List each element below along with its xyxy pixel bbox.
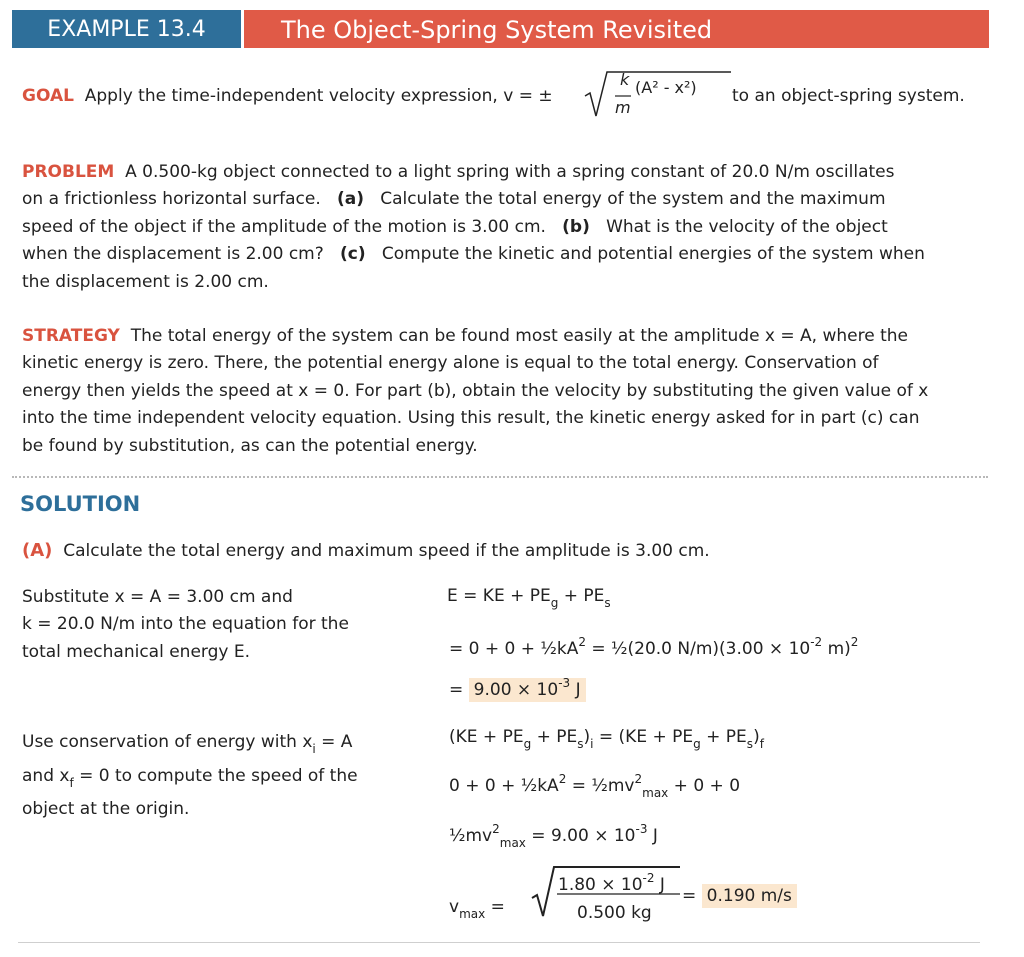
eq-energy-result: = $9.00 \times 10^{-3}$ J xyxy=(449,680,586,700)
part-a-label: (A) xyxy=(22,540,53,561)
strategy-line-3: energy then yields the speed at x = 0. For part (b), obtain the velocity by substituting the given value of x xyxy=(22,380,929,401)
strategy-line-4: into the time independent velocity equation. Using this result, the kinetic energy asked for in part (c) can xyxy=(22,408,920,429)
bottom-divider xyxy=(18,942,980,943)
problem-line-3: speed of the object if the amplitude of the motion is 3.00 cm. (b) What is the velocity of the object xyxy=(22,216,888,237)
section-divider xyxy=(12,476,988,478)
goal-line xyxy=(22,86,553,106)
goal-label: GOAL xyxy=(22,86,74,106)
strategy-line-1: STRATEGY The total energy of the system can be found most easily at the amplitude x = A, where the xyxy=(22,326,908,346)
goal-numerator: k xyxy=(620,70,630,89)
vmax-fraction-numerator: $1.80 \times 10^{-2}$ J xyxy=(558,871,665,895)
energy-result-highlight: $9.00 \times 10^{-3}$ J xyxy=(469,678,586,702)
strategy-block xyxy=(22,323,928,460)
problem-line-5: the displacement is 2.00 cm. xyxy=(22,271,269,292)
goal-text-after: to an object-spring system. xyxy=(732,86,965,106)
eq-vmax-label: $v_{max}$ = xyxy=(449,897,505,921)
eq-energy-conservation: $(KE + PE_g + PE_s)_i = (KE + PE_g + PE_s)_f$ xyxy=(449,727,764,751)
eq-total-energy: E = KE + $PE_g + PE_s$ xyxy=(447,586,611,610)
vmax-fraction-denominator: 0.500 kg xyxy=(577,903,652,923)
eq-conservation-substituted: $0 + 0 + \frac{1}{2}kA^2$ = $\frac{1}{2}mv^2_{max} + 0 + 0$ xyxy=(449,772,741,800)
goal-formula-tail: (A² - x²) xyxy=(635,78,697,97)
part-b-marker: (b) xyxy=(562,216,590,237)
problem-line-4: when the displacement is 2.00 cm? (c) Compute the kinetic and potential energies of the system when xyxy=(22,244,925,265)
part-a-heading: (A) Calculate the total energy and maximum speed if the amplitude is 3.00 cm. xyxy=(22,540,710,561)
strategy-label: STRATEGY xyxy=(22,326,120,346)
solution-heading: SOLUTION xyxy=(20,492,141,516)
eq-energy-substitution: = $0 + 0 + \frac{1}{2}kA^2$ = ½(20.0 $N/m)(3.00 \times 10^{-2}$ m)$^2$ xyxy=(449,635,859,659)
part-a-marker: (a) xyxy=(336,189,364,210)
step2-description: Use conservation of energy with $x_i = A$ and $x_f = 0$ to compute the speed of the object at the origin. xyxy=(22,732,358,819)
step1-description: Substitute x = A = 3.00 cm and k = 20.0 N/m into the equation for the total mechanical energy E. xyxy=(22,587,349,662)
goal-text-before: Apply the time-independent velocity expression, v = ± xyxy=(84,86,553,106)
part-c-marker: (c) xyxy=(339,244,366,265)
vmax-result: = 0.190 m/s xyxy=(682,886,797,906)
example-title: The Object-Spring System Revisited xyxy=(244,10,989,48)
problem-line-2: on a frictionless horizontal surface. (a) Calculate the total energy of the system and the maximum xyxy=(22,189,886,210)
strategy-line-5: be found by substitution, as can the potential energy. xyxy=(22,435,478,456)
vmax-result-highlight: 0.190 m/s xyxy=(702,884,797,908)
problem-label: PROBLEM xyxy=(22,162,115,182)
problem-block xyxy=(22,159,925,296)
goal-denominator: m xyxy=(615,98,631,117)
problem-line-1: PROBLEM A 0.500-kg object connected to a light spring with a spring constant of 20.0 N/m oscillates xyxy=(22,162,895,182)
strategy-line-2: kinetic energy is zero. There, the potential energy alone is equal to the total energy. Conservation of xyxy=(22,353,879,374)
example-label: EXAMPLE 13.4 xyxy=(12,10,241,48)
eq-kinetic-max: $\frac{1}{2}mv^2_{max} = 9.00 \times 10^{-3}$ J xyxy=(449,822,658,850)
